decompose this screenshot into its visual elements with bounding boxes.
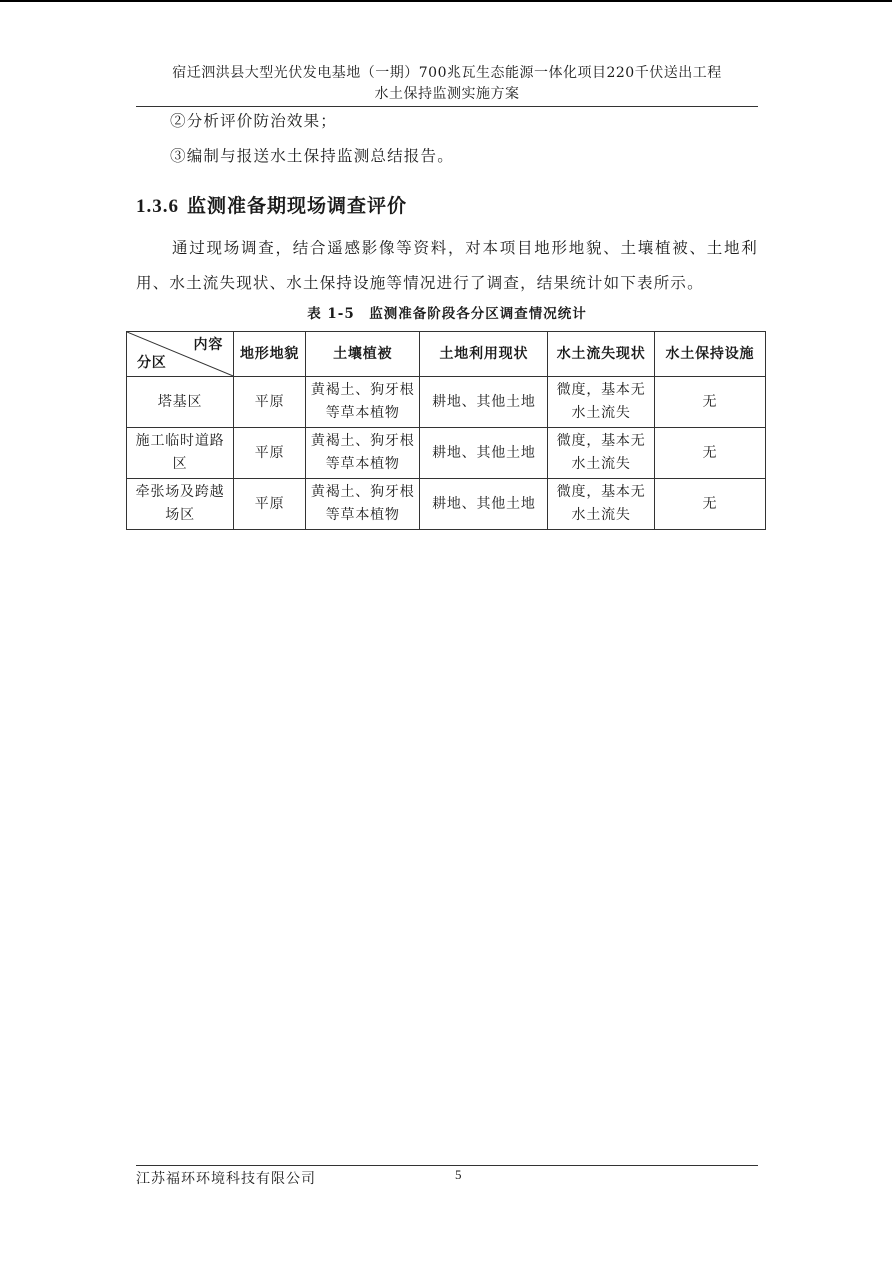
land-use-cell: 耕地、其他土地 <box>420 428 548 479</box>
corner-label-content: 内容 <box>193 337 224 353</box>
soil-vegetation-cell: 黄褐土、狗牙根等草本植物 <box>306 377 420 428</box>
soil-vegetation-cell: 黄褐土、狗牙根等草本植物 <box>306 479 420 530</box>
section-number: 1.3.6 <box>136 196 179 217</box>
list-item-report: ③编制与报送水土保持监测总结报告。 <box>170 147 454 165</box>
header-divider <box>136 106 758 107</box>
land-use-cell: 耕地、其他土地 <box>420 479 548 530</box>
page-number: 5 <box>455 1167 462 1182</box>
table-header-row <box>127 332 766 377</box>
terrain-cell: 平原 <box>234 428 306 479</box>
erosion-cell: 微度，基本无水土流失 <box>548 377 654 428</box>
diagonal-header-cell <box>127 332 234 377</box>
header-land-use: 土地利用现状 <box>420 332 548 377</box>
facilities-cell: 无 <box>654 479 765 530</box>
top-border-line <box>0 0 892 2</box>
facilities-cell: 无 <box>654 428 765 479</box>
header-erosion-status: 水土流失现状 <box>548 332 654 377</box>
header-title-line1: 宿迁泗洪县大型光伏发电基地（一期）700兆瓦生态能源一体化项目220千伏送出工程 <box>172 65 722 81</box>
body-paragraph: 通过现场调查，结合遥感影像等资料，对本项目地形地貌、土壤植被、土地利用、水土流失现状、水土保持设施等情况进行了调查，结果统计如下表所示。 <box>136 239 758 292</box>
table-row <box>127 377 766 428</box>
land-use-cell: 耕地、其他土地 <box>420 377 548 428</box>
facilities-cell: 无 <box>654 377 765 428</box>
header-conservation-facilities: 水土保持设施 <box>654 332 765 377</box>
table-row <box>127 479 766 530</box>
survey-table <box>126 331 766 530</box>
page-header <box>136 63 758 105</box>
terrain-cell: 平原 <box>234 479 306 530</box>
footer-divider <box>136 1165 758 1166</box>
section-title-text: 监测准备期现场调查评价 <box>187 195 408 217</box>
header-soil-vegetation: 土壤植被 <box>306 332 420 377</box>
section-heading <box>136 191 407 218</box>
list-item-analyze: ②分析评价防治效果； <box>170 112 338 130</box>
erosion-cell: 微度，基本无水土流失 <box>548 428 654 479</box>
zone-cell: 施工临时道路区 <box>127 428 234 479</box>
corner-label-zone: 分区 <box>137 355 167 371</box>
zone-cell: 牵张场及跨越场区 <box>127 479 234 530</box>
erosion-cell: 微度，基本无水土流失 <box>548 479 654 530</box>
footer-company: 江苏福环环境科技有限公司 <box>136 1171 316 1187</box>
soil-vegetation-cell: 黄褐土、狗牙根等草本植物 <box>306 428 420 479</box>
header-title-line2: 水土保持监测实施方案 <box>374 86 520 102</box>
zone-cell: 塔基区 <box>127 377 234 428</box>
table-row <box>127 428 766 479</box>
terrain-cell: 平原 <box>234 377 306 428</box>
header-terrain: 地形地貌 <box>234 332 306 377</box>
table-caption: 表 1-5 监测准备阶段各分区调查情况统计 <box>307 306 587 322</box>
